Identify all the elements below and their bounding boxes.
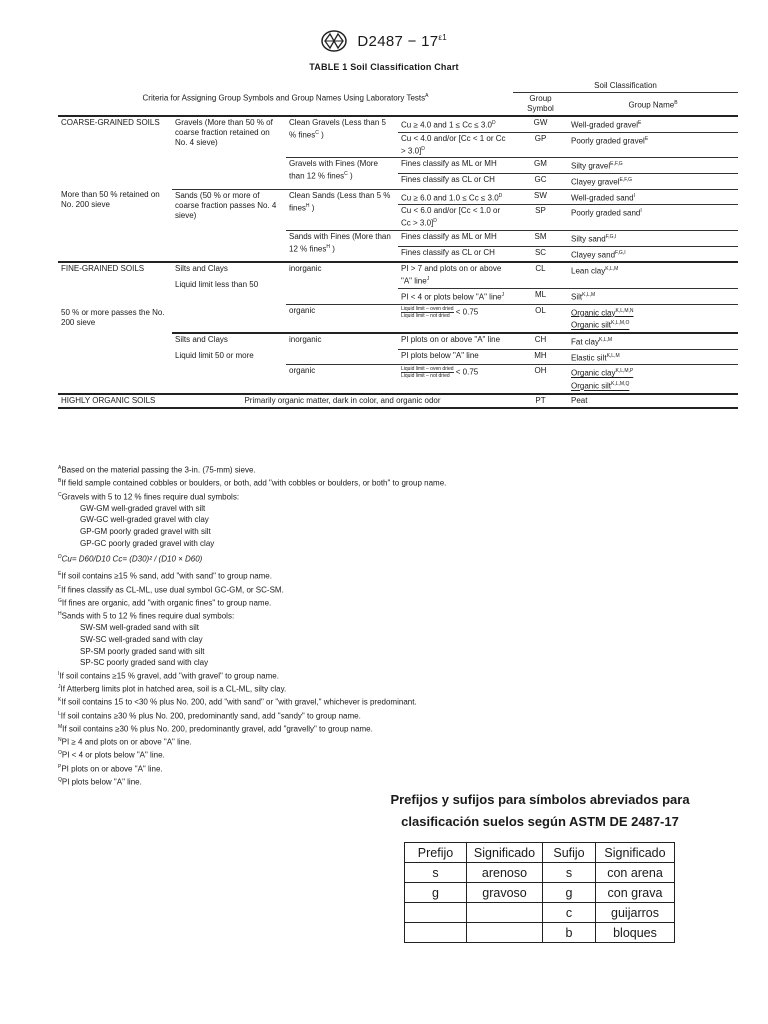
table-cell: con arena bbox=[596, 863, 675, 883]
table-header-row bbox=[405, 843, 675, 863]
silts-clays-low-cell bbox=[172, 262, 286, 333]
criteria-header: Criteria for Assigning Group Symbols and Group Names Using Laboratory Tests$^A$ bbox=[58, 80, 513, 116]
footnote: $^F$If fines classify as CL-ML, use dual symbol GC-GM, or SC-SM. bbox=[58, 584, 284, 595]
group-symbol-cell: MH bbox=[513, 349, 568, 365]
group-symbol-cell: OH bbox=[513, 365, 568, 394]
footnote: $^P$PI plots on or above "A" line. bbox=[58, 763, 163, 774]
footnotes bbox=[58, 463, 738, 788]
liquid-limit-lt-label: Liquid limit less than 50 bbox=[175, 280, 259, 290]
footnote: $^L$If soil contains ≥30 % plus No. 200, predominantly sand, add "sandy" to group name. bbox=[58, 710, 361, 721]
group-name-cell: Silty sand$^{F,G,I}$ bbox=[568, 230, 738, 246]
group-name-cell: Poorly graded sand$^I$ bbox=[568, 205, 738, 231]
liquid-limit-ge-label: Liquid limit 50 or more bbox=[175, 350, 254, 360]
clean-gravels-label: Clean Gravels (Less than 5 % fines$^C$ ) bbox=[286, 116, 398, 158]
fine-grained-cell bbox=[58, 262, 172, 393]
table-cell: s bbox=[405, 863, 467, 883]
soil-classification-table bbox=[58, 80, 738, 409]
column-header: Significado bbox=[467, 843, 543, 863]
group-symbol-cell: GP bbox=[513, 132, 568, 158]
silts-clays-label: Silts and Clays bbox=[175, 334, 228, 344]
group-name-cell: Fat clay$^{K,L,M}$ bbox=[568, 333, 738, 349]
footnote: $^O$PI < 4 or plots below "A" line. bbox=[58, 750, 165, 760]
footnote: $^N$PI ≥ 4 and plots on or above "A" line. bbox=[58, 737, 192, 747]
group-symbol-cell: SP bbox=[513, 205, 568, 231]
liquid-limit-ratio: $\frac{\text{Liquid limit – oven dried}}{\text{Liquid limit – not dried}}$ bbox=[401, 366, 454, 380]
document-header bbox=[0, 30, 768, 52]
group-symbol-cell: SM bbox=[513, 230, 568, 246]
inorganic-label: inorganic bbox=[286, 333, 398, 365]
criterion-cell: Fines classify as ML or MH bbox=[398, 230, 513, 246]
silts-clays-label: Silts and Clays bbox=[175, 264, 228, 274]
organic-label: organic bbox=[286, 365, 398, 394]
liquid-limit-ratio: $\frac{\text{Liquid limit – oven dried}}{\text{Liquid limit – not dried}}$ bbox=[401, 305, 454, 319]
group-name-cell: Silt$^{K,L,M}$ bbox=[568, 288, 738, 304]
table-cell: g bbox=[405, 883, 467, 903]
coarse-retained-label: More than 50 % retained on No. 200 sieve bbox=[61, 190, 160, 209]
table-row bbox=[58, 262, 738, 288]
group-symbol-cell: GM bbox=[513, 158, 568, 174]
organic-ratio-cell: $\frac{\text{Liquid limit – oven dried}}{\text{Liquid limit – not dried}}$ < 0.75 bbox=[398, 365, 513, 394]
table-cell: b bbox=[543, 923, 596, 943]
coarse-grained-cell bbox=[58, 116, 172, 262]
criterion-cell: PI > 7 and plots on or above "A" line$^J$ bbox=[398, 262, 513, 288]
fine-passes-label: 50 % or more passes the No. 200 sieve bbox=[61, 308, 165, 328]
group-symbol-cell: SC bbox=[534, 247, 547, 257]
footnote-item: GW-GM well-graded gravel with silt bbox=[80, 503, 206, 513]
table-cell: con grava bbox=[596, 883, 675, 903]
criterion-cell: PI plots on or above "A" line bbox=[398, 333, 513, 349]
group-name-header: Group Name$^B$ bbox=[568, 93, 738, 117]
group-name-cell: Clayey gravel$^{E,F,G}$ bbox=[568, 173, 738, 189]
table-cell: arenoso bbox=[467, 863, 543, 883]
footnote-formula: $^D$Cu= D60/D10 Cc= (D30)² / (D10 × D60) bbox=[58, 554, 203, 564]
footnote: $^H$Sands with 5 to 12 % fines require dual symbols: bbox=[58, 611, 235, 621]
footnote-item: GW-GC well-graded gravel with clay bbox=[80, 515, 209, 525]
footnote: $^K$If soil contains 15 to <30 % plus No. 200, add "with sand" or "with gravel," whichever is predominant. bbox=[58, 697, 417, 707]
table-title: TABLE 1 Soil Classification Chart bbox=[309, 62, 459, 72]
table-cell bbox=[405, 903, 467, 923]
group-symbol-cell: SW bbox=[513, 189, 568, 205]
footnote: $^B$If field sample contained cobbles or boulders, or both, add "with cobbles or boulders, or both" to group name. bbox=[58, 478, 447, 488]
footnote: $^I$If soil contains ≥15 % gravel, add "with gravel" to group name. bbox=[58, 670, 279, 681]
group-name-cell: Lean clay$^{K,L,M}$ bbox=[568, 262, 738, 288]
highly-organic-description: Primarily organic matter, dark in color, and organic odor bbox=[172, 394, 513, 408]
group-name-cell: Clayey sand$^{F,G,I}$ bbox=[571, 249, 626, 260]
footnote: $^A$Based on the material passing the 3-in. (75-mm) sieve. bbox=[58, 465, 256, 475]
criterion-cell: PI < 4 or plots below "A" line$^J$ bbox=[398, 288, 513, 304]
group-symbol-cell: GC bbox=[513, 173, 568, 189]
organic-label: organic bbox=[286, 304, 398, 333]
organic-ratio-cell: $\frac{\text{Liquid limit – oven dried}}{\text{Liquid limit – not dried}}$ < 0.75 bbox=[398, 304, 513, 333]
silts-clays-high-cell bbox=[172, 333, 286, 394]
footnote: $^G$If fines are organic, add "with organic fines" to group name. bbox=[58, 597, 272, 608]
group-symbol-cell: GW bbox=[513, 116, 568, 132]
inorganic-label: inorganic bbox=[286, 262, 398, 304]
group-name-cell: Peat bbox=[568, 394, 738, 408]
group-name-cell: Well-graded sand$^I$ bbox=[568, 189, 738, 205]
group-name-cell: Poorly graded gravel$^E$ bbox=[568, 132, 738, 158]
soil-classification-header: Soil Classification bbox=[513, 80, 738, 93]
prefix-suffix-table bbox=[404, 842, 675, 943]
footnote-item: SP-SC poorly graded sand with clay bbox=[80, 658, 209, 668]
group-symbol-header: Group Symbol bbox=[513, 93, 568, 117]
criterion-cell: Fines classify as ML or MH bbox=[398, 158, 513, 174]
criterion-cell: PI plots below "A" line bbox=[398, 349, 513, 365]
table-cell: gravoso bbox=[467, 883, 543, 903]
column-header: Prefijo bbox=[405, 843, 467, 863]
footnote: $^M$If soil contains ≥30 % plus No. 200, predominantly gravel, add "gravelly" to group name. bbox=[58, 723, 373, 734]
footnote-item: SW-SC well-graded sand with clay bbox=[80, 634, 203, 644]
group-name-cell: Organic clay$^{K,L,M,N}$ Organic silt$^{K,L,M,O}$ bbox=[568, 304, 738, 333]
group-name-cell: Well-graded gravel$^E$ bbox=[568, 116, 738, 132]
group-name-cell: Elastic silt$^{K,L,M}$ bbox=[568, 349, 738, 365]
highly-organic-label: HIGHLY ORGANIC SOILS bbox=[58, 394, 172, 408]
group-name-cell: Silty gravel$^{E,F,G}$ bbox=[568, 158, 738, 174]
fine-grained-label: FINE-GRAINED SOILS bbox=[61, 264, 145, 274]
table-header-row-1 bbox=[58, 80, 738, 93]
criterion-cell: Cu < 6.0 and/or [Cc < 1.0 or Cc > 3.0]$^D$ bbox=[398, 205, 513, 231]
table-cell: c bbox=[543, 903, 596, 923]
footnote-item: SP-SM poorly graded sand with silt bbox=[80, 646, 205, 656]
criterion-cell: Fines classify as CL or CH bbox=[398, 173, 513, 189]
column-header: Sufijo bbox=[543, 843, 596, 863]
group-symbol-cell: ML bbox=[513, 288, 568, 304]
table-row bbox=[58, 394, 738, 408]
gravels-label: Gravels (More than 50 % of coarse fraction retained on No. 4 sieve) bbox=[175, 118, 273, 147]
document-number: $D2487 - 17^{\varepsilon 1}$ bbox=[357, 32, 448, 50]
table-row bbox=[405, 863, 675, 883]
criterion-cell: Cu ≥ 4.0 and $1 \le Cc \le 3.0^D$ bbox=[398, 116, 513, 132]
footnote: $^E$If soil contains ≥15 % sand, add "with sand" to group name. bbox=[58, 571, 272, 582]
astm-logo-icon bbox=[321, 30, 347, 52]
prefix-suffix-title: Prefijos y sufijos para símbolos abreviados para clasificación suelos según ASTM DE 2487-17 bbox=[390, 792, 690, 829]
table-cell bbox=[405, 923, 467, 943]
table-cell: s bbox=[543, 863, 596, 883]
table-cell bbox=[467, 903, 543, 923]
criterion-cell: Cu < 4.0 and/or [Cc < 1 or Cc > 3.0]$^D$ bbox=[398, 132, 513, 158]
group-symbol-cell: PT bbox=[513, 394, 568, 408]
group-symbol-cell: CH bbox=[513, 333, 568, 349]
footnote: $^J$If Atterberg limits plot in hatched area, soil is a CL-ML, silty clay. bbox=[58, 684, 287, 694]
table-cell: g bbox=[543, 883, 596, 903]
group-symbol-cell: OL bbox=[513, 304, 568, 333]
group-name-cell: Organic clay$^{K,L,M,P}$ Organic silt$^{K,L,M,Q}$ bbox=[568, 365, 738, 394]
table-cell: bloques bbox=[596, 923, 675, 943]
table-cell: guijarros bbox=[596, 903, 675, 923]
footnote: $^Q$PI plots below "A" line. bbox=[58, 776, 142, 787]
table-cell bbox=[467, 923, 543, 943]
table-row bbox=[405, 883, 675, 903]
table-row bbox=[58, 116, 738, 132]
coarse-grained-label: COARSE-GRAINED SOILS bbox=[61, 118, 160, 127]
footnote-item: GP-GC poorly graded gravel with clay bbox=[80, 538, 215, 548]
sands-label: Sands (50 % or more of coarse fraction passes No. 4 sieve) bbox=[172, 189, 286, 262]
table-row bbox=[405, 903, 675, 923]
clean-sands-label: Clean Sands (Less than 5 % fines$^H$ ) bbox=[286, 189, 398, 230]
gravels-fines-label: Gravels with Fines (More than 12 % fines$^C$ ) bbox=[286, 158, 398, 189]
sands-fines-label: Sands with Fines (More than 12 % fines$^H$ ) bbox=[289, 231, 391, 254]
table-row bbox=[405, 923, 675, 943]
group-symbol-cell: CL bbox=[513, 262, 568, 288]
criterion-cell: Cu ≥ 6.0 and $1.0 \le Cc \le 3.0^D$ bbox=[398, 189, 513, 205]
footnote-item: SW-SM well-graded sand with silt bbox=[80, 623, 200, 633]
footnote-item: GP-GM poorly graded gravel with silt bbox=[80, 526, 211, 536]
column-header: Significado bbox=[596, 843, 675, 863]
criterion-cell: Fines classify as CL or CH bbox=[401, 247, 495, 257]
footnote: $^C$Gravels with 5 to 12 % fines require dual symbols: bbox=[58, 491, 240, 502]
